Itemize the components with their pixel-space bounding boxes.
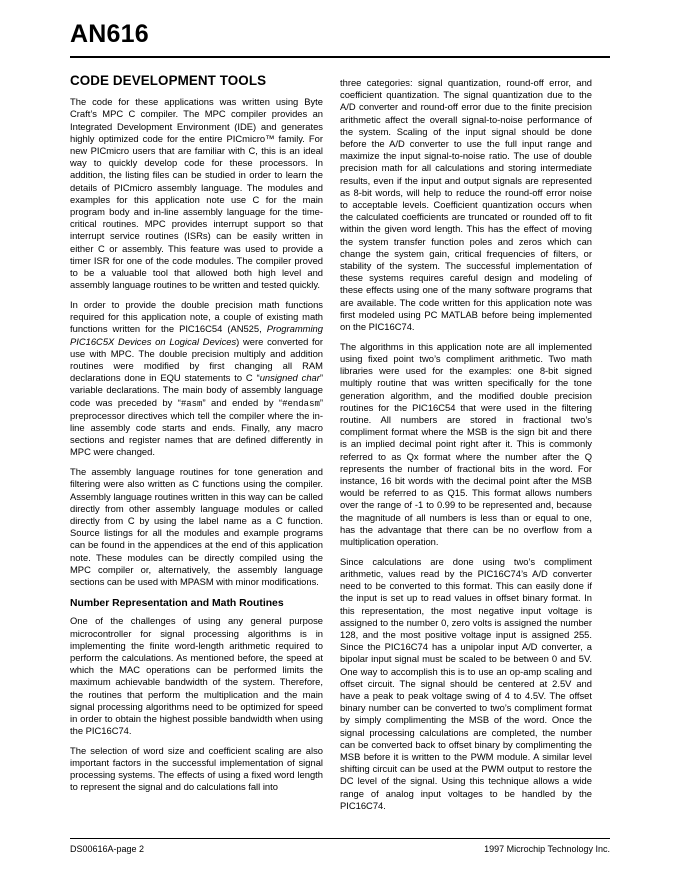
reference-title: Programming PIC16C5X Devices on Logical Devices (70, 323, 323, 347)
paragraph: The code for these applications was written using Byte Craft’s MPC C compiler. The MPC compiler provides an Integrated Development Environment (IDE) and generates highly optimized code for the entire PICmicro™ family. For new PICmicro users that are familiar with C, this is an ideal way to quickly develop code for these processors. In addition, the listing files can be studied in order to learn the details of PICmicro assembly language. The modules and examples for this application note use C for the main program body and in-line assembly language for the time-critical routines. MPC provides interrupt support so that interrupt service routines (ISRs) can be easily written in either C or assembly. This feature was used to provide a timer ISR for one of the code modules. The compiler proved to be a valuable tool that allowed both high level and assembly language routines to be written and tested quickly. (70, 96, 323, 291)
document-id-title: AN616 (70, 20, 149, 48)
section-heading: CODE DEVELOPMENT TOOLS (70, 73, 267, 88)
paragraph: three categories: signal quantization, round-off error, and coefficient quantization. The signal quantization due to the A/D converter and round-off error due to the finite precision arithmetic affect the overall signal-to-noise performance of the system. Scaling of the input signal should be done before the A/D converter to use the full input range and maximize the input signal-to-noise ratio. The use of double precision math for all calculations and storing intermediate results, even if the input and output signals are represented as 8-bit words, will help to reduce the round-off error noise to acceptable levels. Coefficient quantization occurs when the calculated coefficients are truncated or rounded off to fit within the given word length. This has the effect of moving the system transfer function poles and zeros which can change the system gain, critical frequencies of filters, or stability of the system. The successful implementation of these systems requires careful design and modeling of these effects using one of the many software programs that are available. The code written for this application note was first modeled using PC MATLAB before being implemented on the PIC16C74. (340, 77, 592, 333)
paragraph: The algorithms in this application note are all implemented using fixed point two’s compliment arithmetic. Two math libraries were used for the examples: one 8-bit signed multiply routine that was written specifically for the tone generation algorithm, and the modified double precision routines for the PIC16C54 that were used in the filtering routine. All numbers are stored in fractional two’s compliment format where the MSB is the sign bit and there is an implied decimal point right after it. This is commonly referred to as Qx format where the number after the Q represents the number of fractional bits in the word. For instance, 16 bit words with the decimal point after the MSB would be referred to as Q15. This format allows numbers over the range of -1 to 0.99 to be represented and, because the magnitude of all numbers is less than or equal to one, has the advantage that there can be no overflow from a multiplication operation. (340, 340, 592, 548)
footer-divider (70, 838, 610, 839)
paragraph: The assembly language routines for tone generation and filtering were also written as C functions using the compiler. Assembly language routines written in this way can be called directly from other assembly language modules or called directly from C by using the label name as a C function. Source listings for all the modules and example programs can be found in the appendices at the end of this application note. These modules can be directly compiled using the MPC compiler or, alternatively, the assembly language sections can be used with MPASM with minor modifications. (70, 466, 323, 587)
left-column (70, 74, 323, 801)
code-directive: #asm (180, 398, 203, 409)
code-directive: #endasm (282, 398, 320, 409)
paragraph: Since calculations are done using two’s compliment arithmetic, values read by the PIC16C74’s A/D converter need to be converted to this format. This can easily done if the input is set up to read values in offset binary format. In this representation, the most negative input voltage is assigned to the number 0, zero volts is assigned the number 128, and the most positive voltage input is assigned 255. Since the PIC16C74 has a unipolar input A/D converter, a bipolar input signal must be scaled to be between 0 and 5V. One way to accomplish this is to use an op-amp scaling and offset circuit. The signal should be centered at 2.5V and have a peak to peak voltage swing of 4 to 4.5V. The offset binary number can be converted to two’s compliment format by simply complimenting the MSB of the word. Once the signal processing calculations are completed, the number can be converted back to offset binary by complimenting the MSB before it is written to the PWM module. A similar level shifting circuit can be used at the PWM output to restore the DC level of the signal. Using this technique allows a wide range of analog input voltages to be handled by the PIC16C74. (340, 555, 592, 811)
right-column (340, 77, 592, 819)
paragraph: The selection of word size and coefficient scaling are also important factors in the successful implementation of signal processing systems. The effects of using a fixed word length to represent the signal and do calculations fall into (70, 744, 323, 793)
paragraph: One of the challenges of using any general purpose microcontroller for signal processing algorithms is in implementing the finite word-length arithmetic required to perform the calculations. As mentioned before, the speed at which the MAC operations can be performed limits the maximum achievable bandwidth of the system. Therefore, the routines that perform the multiplication and the main signal processing algorithms need to be optimized for speed in order to obtain the highest possible bandwidth when using the PIC16C74. (70, 615, 323, 737)
paragraph: In order to provide the double precision math functions required for this application note, a couple of existing math functions written for the PIC16C54 (AN525, Programming PIC16C5X Devices on Logical Devices) were converted for use with MPC. The double precision multiply and addition routines were modified by first changing all RAM declarations done in EQU statements to C “unsigned char” variable declarations. The main body of assembly language code was preceded by “#asm” and ended by “#endasm” preprocessor directives which tell the compiler where the in-line assembly code starts and ends. Finally, any macro sections and register names that are defined differently in MPC were changed. (70, 298, 323, 458)
header-divider (70, 56, 610, 58)
page-number: DS00616A-page 2 (70, 844, 145, 854)
subsection-heading: Number Representation and Math Routines (70, 598, 284, 610)
copyright: 1997 Microchip Technology Inc. (484, 844, 610, 854)
type-name: unsigned char (259, 372, 320, 384)
